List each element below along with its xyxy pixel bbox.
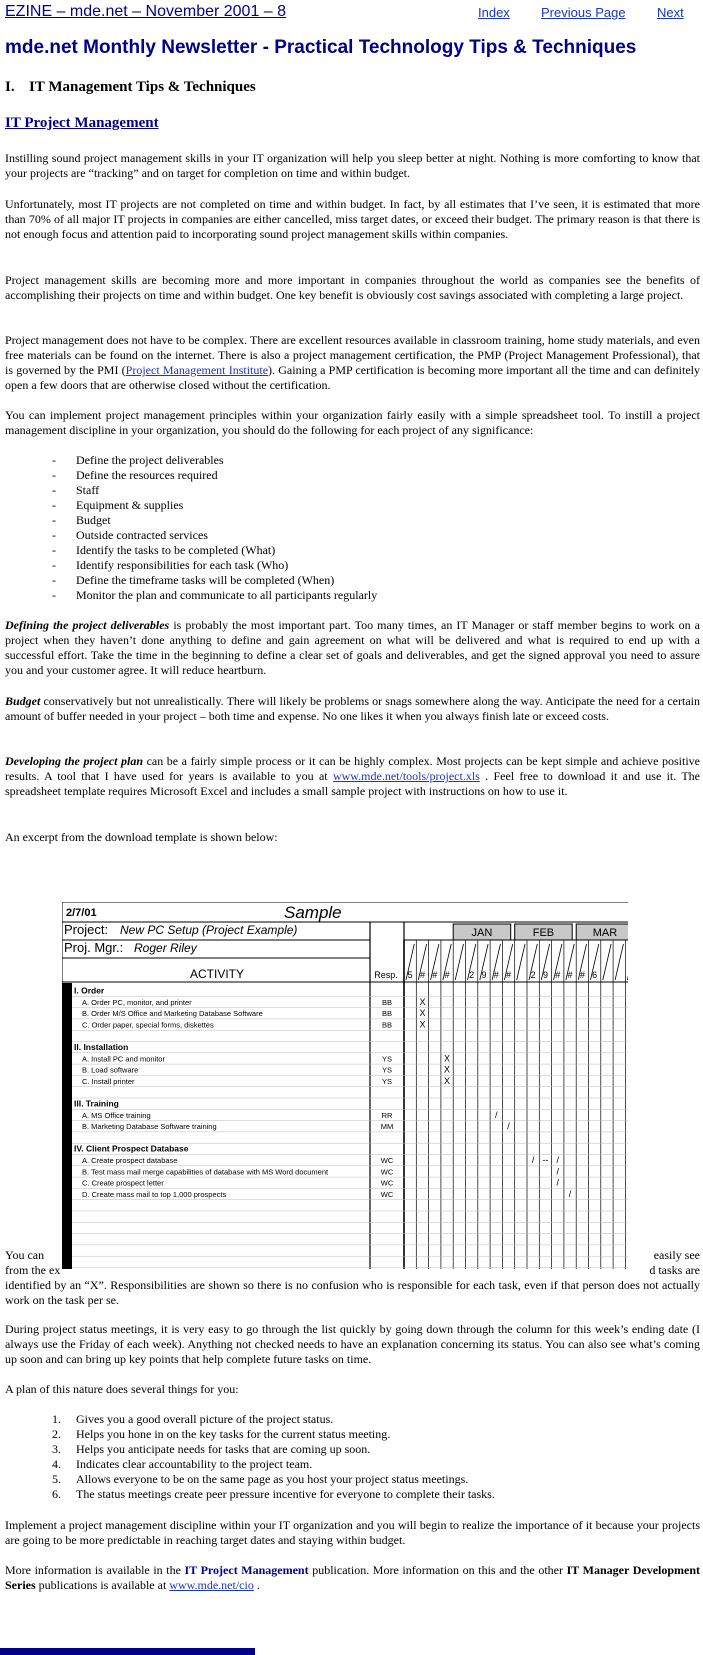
dash-marker: -: [52, 588, 56, 602]
benefit-text: Allows everyone to be on the same page as you host your project status meetings.: [76, 1472, 469, 1486]
row-number: 3: [65, 1009, 70, 1019]
benefit-item: [0, 1427, 700, 1442]
step-item: [0, 513, 700, 528]
dash-marker: -: [52, 498, 56, 512]
cio-link[interactable]: www.mde.net/cio: [169, 1578, 254, 1592]
dash-marker: -: [52, 468, 56, 482]
paragraph: A plan of this nature does several things for you:: [5, 1382, 239, 1396]
benefit-text: Indicates clear accountability to the project team.: [76, 1457, 313, 1471]
week-label: 2: [469, 970, 475, 980]
step-item: [0, 498, 700, 513]
paragraph-fragment: easily see: [653, 1248, 700, 1262]
paragraph-text: is probably the most important part. Too many times, an IT Manager or staff member begins to work on a project when they haven’t done anything to define and gain agreement on what will be delivered and what is required to end up with a successful effort. Take the time in the beginning to define a clear set of goals and deliverables, and get the signed approval you need to assure you and your customer agree. It will reduce heartburn.: [5, 618, 700, 677]
task-row-label: B. Order M/S Office and Marketing Database Software: [82, 1009, 263, 1019]
paragraph-fragment: d tasks are: [649, 1263, 700, 1277]
schedule-mark: /: [556, 1166, 560, 1177]
section-number: I.: [5, 79, 15, 95]
row-number: 22: [62, 1223, 70, 1233]
row-number: 15: [62, 1144, 70, 1154]
benefit-text: The status meetings create peer pressure incentive for everyone to complete their tasks.: [76, 1487, 495, 1501]
task-row-label: C. Install printer: [82, 1076, 135, 1086]
row-number: 9: [65, 1076, 70, 1086]
project-spreadsheet-figure: [62, 902, 628, 1269]
row-number: 11: [62, 1099, 70, 1109]
row-number: 24: [62, 1246, 70, 1256]
row-number: 1: [65, 986, 70, 996]
number-marker: 3.: [52, 1442, 61, 1456]
row-resp: RR: [381, 1110, 393, 1120]
row-number: 5: [65, 1031, 70, 1041]
week-label: #: [555, 970, 561, 980]
task-row-label: A. Create prospect database: [82, 1156, 178, 1165]
week-label: #: [567, 970, 573, 980]
paragraph-text: conservatively but not unrealistically. There will likely be problems or snags somewhere along the way. Anticipate the need for a certain amount of buffer needed in your project – both time and expense. No one likes it when you always finish late or exceed costs.: [5, 694, 700, 723]
week-label: #: [506, 970, 512, 980]
row-number: 16: [62, 1156, 70, 1165]
footer-bar: [0, 1648, 255, 1655]
schedule-mark: X: [419, 996, 426, 1007]
schedule-mark: X: [444, 1075, 451, 1086]
nav-next-link[interactable]: Next: [657, 5, 684, 20]
paragraph: You can implement project management principles within your organization fairly easily with a simple spreadsheet tool. To instill a project management discipline in your organization, you should do the following for each project of any significance:: [5, 408, 700, 437]
proj-mgr-value: Roger Riley: [134, 941, 197, 955]
dash-marker: -: [52, 483, 56, 497]
month-label: JAN: [471, 927, 493, 939]
step-item: [0, 453, 700, 468]
row-resp: BB: [381, 1009, 393, 1019]
dash-marker: -: [52, 573, 56, 587]
paragraph: [5, 754, 700, 799]
paragraph-text: Project management does not have to be complex. There are excellent resources available in classroom training, home study materials, and even free materials can be found on the internet. There is also a project management certification, the PMP (Project Management Professional), that is governed by the PMI (: [5, 333, 700, 377]
row-number: 4: [65, 1020, 70, 1030]
dash-marker: -: [52, 513, 56, 527]
step-text: Budget: [76, 513, 111, 527]
row-number: 7: [65, 1054, 70, 1064]
section-row-label: I. Order: [74, 985, 105, 996]
week-label: #: [579, 970, 585, 980]
paragraph: [5, 618, 700, 678]
paragraph: identified by an “X”. Responsibilities are shown so there is no confusion who is responsible for each task, even if that person does not actually work on the task per se.: [5, 1278, 700, 1307]
paragraph: An excerpt from the download template is shown below:: [5, 830, 278, 844]
project-xls-link[interactable]: www.mde.net/tools/project.xls: [332, 769, 480, 783]
paragraph: Project management skills are becoming more and more important in companies throughout the world as companies see the benefits of accomplishing their projects on time and within budget. One key benefit is obviously cost savings associated with completing a large project.: [5, 273, 700, 302]
series-name: IT Manager Development Series: [5, 1563, 701, 1592]
week-label: 2: [530, 970, 536, 980]
row-resp: BB: [381, 997, 393, 1007]
dash-marker: -: [52, 453, 56, 467]
section-title: IT Management Tips & Techniques: [29, 79, 256, 95]
step-text: Equipment & supplies: [76, 498, 184, 512]
step-item: [0, 558, 700, 573]
row-number: 17: [62, 1167, 70, 1177]
schedule-mark: /: [507, 1121, 510, 1132]
row-number: 2: [65, 997, 70, 1007]
task-row-label: A. Order PC, monitor, and printer: [82, 997, 192, 1007]
schedule-mark: /: [556, 1155, 560, 1165]
activity-header: ACTIVITY: [189, 967, 245, 981]
week-label: #: [493, 970, 499, 980]
row-number: 21: [62, 1212, 70, 1222]
paragraph-text: ). Gaining a PMP certification is becoming more important all the time and can definitely open a few doors that are otherwise closed without the certification.: [5, 363, 700, 392]
sheet-date: 2/7/01: [66, 907, 97, 919]
step-text: Define the timeframe tasks will be completed (When): [76, 573, 335, 587]
row-number: 12: [62, 1110, 70, 1120]
top-bar: [5, 4, 698, 26]
schedule-mark: /: [568, 1188, 572, 1199]
benefit-text: Gives you a good overall picture of the project status.: [76, 1412, 334, 1426]
row-resp: YS: [381, 1076, 393, 1086]
week-label: #: [419, 970, 425, 980]
row-resp: WC: [380, 1156, 394, 1165]
paragraph-lead: Budget: [5, 694, 41, 708]
month-label: FEB: [532, 927, 555, 939]
section-row-label: III. Training: [74, 1098, 119, 1109]
step-text: Define the resources required: [76, 468, 218, 482]
benefits-list: [0, 1412, 700, 1502]
nav-index-link[interactable]: Index: [478, 5, 510, 20]
schedule-mark: X: [444, 1053, 451, 1064]
paragraph-lead: Defining the project deliverables: [5, 618, 170, 632]
step-text: Staff: [76, 483, 100, 497]
task-row-label: B. Marketing Database Software training: [82, 1122, 217, 1132]
project-label: Project:: [64, 922, 109, 937]
schedule-mark: X: [419, 1008, 426, 1019]
paragraph: Implement a project management discipline within your IT organization and you will begin to realize the importance of it because your projects are going to be more predictable in reaching target dates and staying within budget.: [5, 1518, 700, 1547]
week-label: #: [444, 970, 450, 980]
paragraph-text: . Feel free to download it and use it. The spreadsheet template requires Microsoft Excel and includes a small sample project with instructions on how to use it.: [5, 769, 701, 798]
step-text: Identify the tasks to be completed (What): [76, 543, 276, 557]
step-item: [0, 588, 700, 603]
benefit-item: [0, 1487, 700, 1502]
paragraph-text: More information is available in the: [5, 1563, 185, 1577]
schedule-mark: X: [444, 1064, 451, 1075]
nav-previous-page-link[interactable]: Previous Page: [541, 5, 626, 20]
week-label: 9: [542, 970, 548, 980]
project-value: New PC Setup (Project Example): [120, 923, 298, 937]
schedule-mark: /: [494, 1109, 498, 1120]
paragraph: During project status meetings, it is very easy to go through the list quickly by going down through the column for this week’s ending date (I always use the Friday of each week). Anything not checked needs to have an explanation concerning its status. You can also see what’s coming up soon and can bring up key points that help complete future tasks on time.: [5, 1322, 700, 1366]
row-resp: YS: [381, 1065, 393, 1075]
schedule-mark: --: [542, 1155, 549, 1165]
step-item: [0, 543, 700, 558]
date-diagonal: [455, 944, 463, 980]
dash-marker: -: [52, 558, 56, 572]
section-row-label: II. Installation: [74, 1042, 129, 1052]
article-title: IT Project Management: [5, 115, 159, 131]
row-number: 25: [62, 1257, 70, 1267]
paragraph-text: publications is available at: [35, 1578, 170, 1592]
benefit-text: Helps you hone in on the key tasks for the current status meeting.: [76, 1427, 391, 1441]
paragraph: [5, 333, 700, 393]
benefit-text: Helps you anticipate needs for tasks that are coming up soon.: [76, 1442, 371, 1456]
number-marker: 1.: [52, 1412, 61, 1426]
section-heading: [5, 80, 256, 95]
date-diagonal: [517, 944, 525, 980]
row-number: 14: [62, 1133, 70, 1143]
row-number: 10: [62, 1088, 70, 1098]
sheet-sample-label: Sample: [284, 903, 342, 922]
step-item: [0, 528, 700, 543]
newsletter-title: mde.net Monthly Newsletter - Practical Technology Tips & Techniques: [5, 37, 637, 58]
week-label: 9: [481, 970, 487, 980]
week-label: 5: [407, 970, 413, 980]
row-resp: WC: [380, 1178, 394, 1188]
steps-list: [0, 453, 700, 603]
proj-mgr-label: Proj. Mgr.:: [64, 940, 124, 955]
row-number: 20: [62, 1201, 70, 1211]
step-text: Define the project deliverables: [76, 453, 224, 467]
paragraph-fragment: from the ex: [5, 1263, 61, 1277]
step-text: Monitor the plan and communicate to all participants regularly: [76, 588, 378, 602]
number-marker: 4.: [52, 1457, 61, 1471]
row-number: 18: [62, 1178, 70, 1188]
benefit-item: [0, 1457, 700, 1472]
step-item: [0, 573, 700, 588]
row-number: 23: [62, 1235, 70, 1245]
spreadsheet-svg: [62, 902, 628, 1269]
schedule-mark: X: [419, 1019, 426, 1030]
row-resp: WC: [380, 1167, 394, 1177]
schedule-mark: /: [556, 1177, 560, 1188]
step-text: Identify responsibilities for each task (Who): [76, 558, 289, 572]
row-number: 19: [62, 1189, 70, 1199]
row-resp: BB: [381, 1020, 393, 1030]
row-number: 8: [65, 1065, 70, 1075]
paragraph-text: publication. More information on this and the other: [308, 1563, 567, 1577]
task-row-label: C. Create prospect letter: [82, 1178, 164, 1188]
date-diagonal: [627, 944, 628, 980]
paragraph: [5, 1563, 700, 1593]
step-item: [0, 483, 700, 498]
benefit-item: [0, 1472, 700, 1487]
date-diagonal: [603, 944, 611, 980]
dash-marker: -: [52, 543, 56, 557]
task-row-label: A. Install PC and monitor: [82, 1054, 165, 1064]
task-row-label: A. MS Office training: [82, 1110, 151, 1120]
paragraph-lead: Developing the project plan: [5, 754, 144, 768]
paragraph: Instilling sound project management skills in your IT organization will help you sleep better at night. Nothing is more comforting to know that your projects are “tracking” and on target for completion on time and within budget.: [5, 151, 700, 180]
month-label: MAR: [592, 927, 618, 939]
task-row-label: B. Test mass mail merge capabilities of database with MS Word document: [82, 1167, 329, 1177]
publication-name: IT Project Management: [184, 1563, 309, 1577]
benefit-item: [0, 1412, 700, 1427]
schedule-mark: /: [531, 1155, 535, 1165]
row-resp: YS: [381, 1054, 393, 1064]
step-item: [0, 468, 700, 483]
benefit-item: [0, 1442, 700, 1457]
number-marker: 2.: [52, 1427, 61, 1441]
row-number: 13: [62, 1122, 70, 1132]
task-row-label: B. Load software: [82, 1065, 139, 1075]
paragraph-text: .: [253, 1578, 260, 1592]
row-resp: WC: [380, 1189, 394, 1199]
paragraph-text: can be a fairly simple process or it can be highly complex. Most projects can be kept simple and achieve positive results. A tool that I have used for years is available to you at: [5, 754, 700, 783]
week-label: 6: [592, 970, 598, 980]
ezine-title: EZINE – mde.net – November 2001 – 8: [5, 3, 287, 20]
week-label: #: [432, 970, 438, 980]
number-marker: 6.: [52, 1487, 61, 1501]
dash-marker: -: [52, 528, 56, 542]
number-marker: 5.: [52, 1472, 61, 1486]
step-text: Outside contracted services: [76, 528, 208, 542]
row-number: 6: [65, 1043, 70, 1052]
paragraph: Unfortunately, most IT projects are not completed on time and within budget. In fact, by all estimates that I’ve seen, it is estimated that more than 70% of all major IT projects in companies are either cancelled, miss target dates, or exceed their budget. The primary reason is that there is not enough focus and attention paid to incorporating sound project management skills within companies.: [5, 197, 700, 241]
resp-header: Resp.: [374, 970, 398, 980]
paragraph: [5, 694, 700, 724]
task-row-label: D. Create mass mail to top 1,000 prospects: [82, 1189, 227, 1199]
row-resp: MM: [380, 1122, 394, 1132]
date-diagonal: [615, 944, 623, 980]
paragraph-fragment: You can: [5, 1248, 45, 1262]
section-row-label: IV. Client Prospect Database: [74, 1143, 189, 1154]
task-row-label: C. Order paper, special forms, diskettes: [82, 1020, 214, 1030]
pmi-link[interactable]: Project Management Institute: [125, 363, 269, 377]
